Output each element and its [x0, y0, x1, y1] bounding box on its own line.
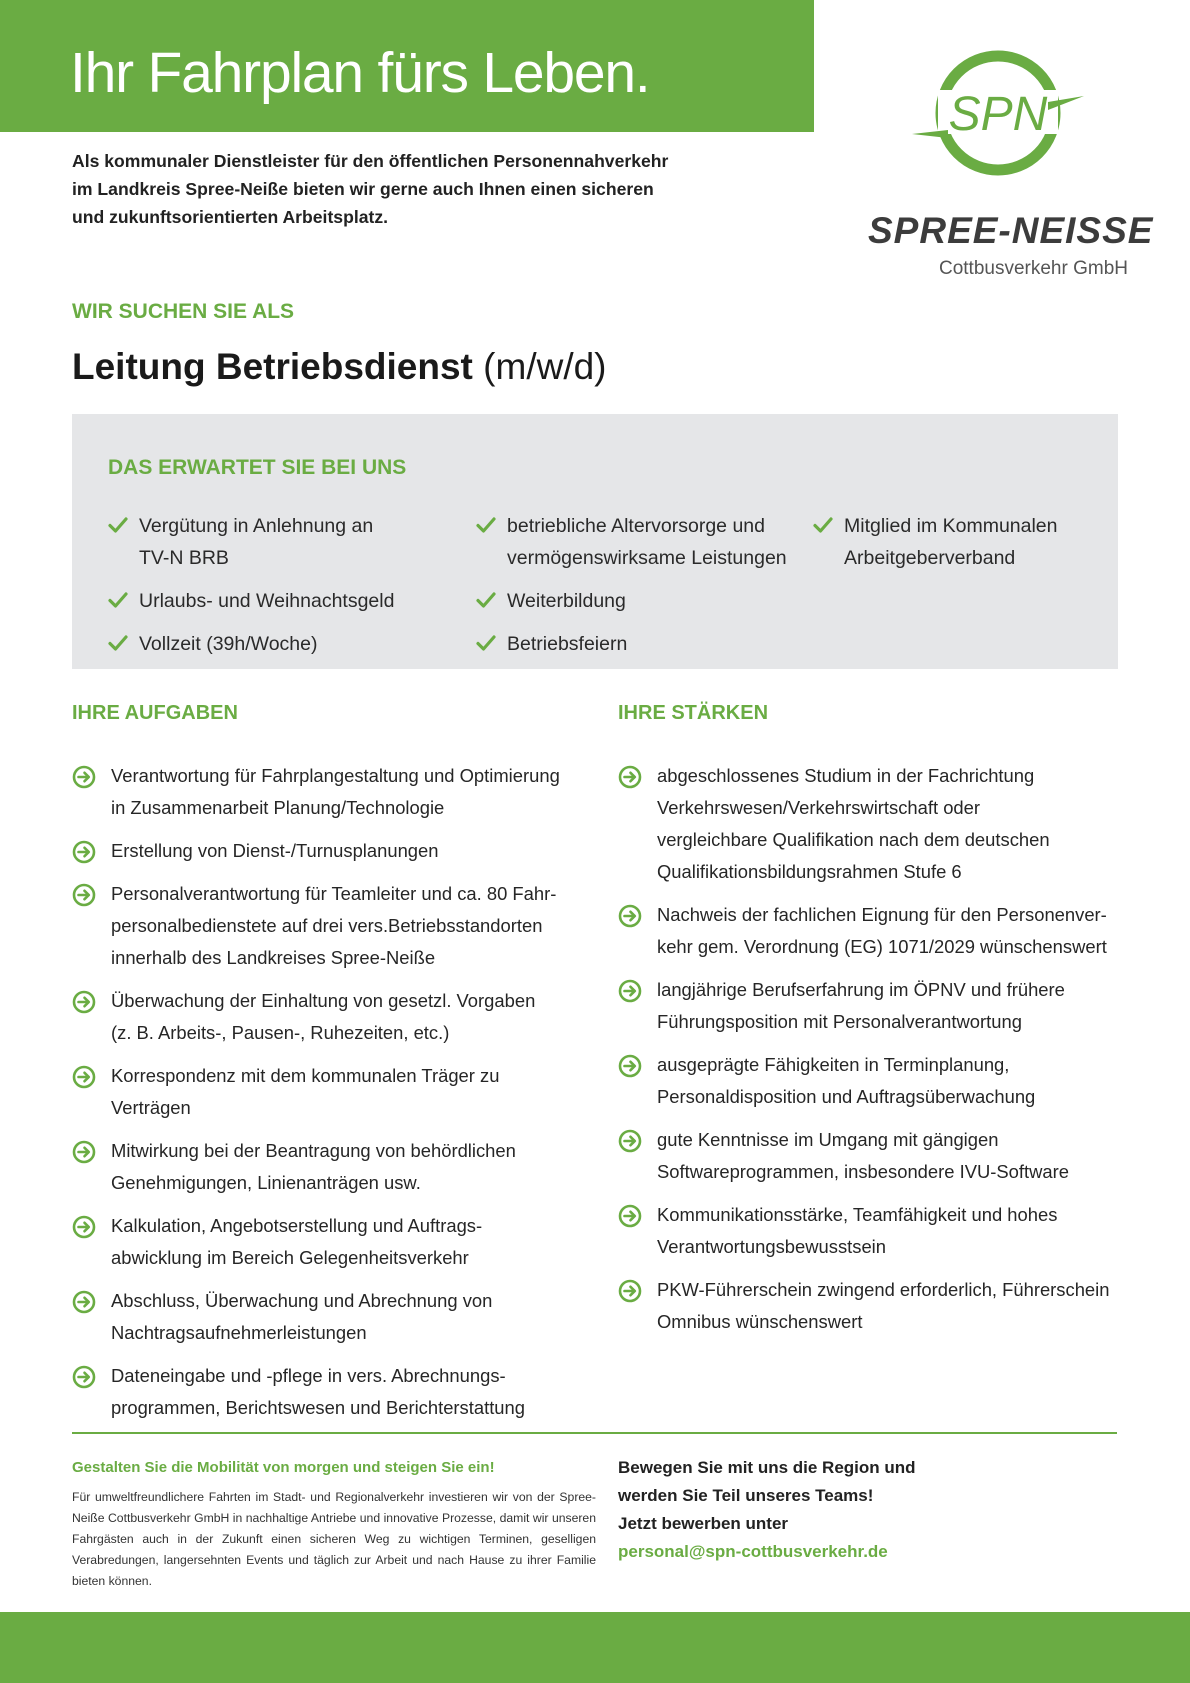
- job-title-suffix: (m/w/d): [483, 346, 607, 387]
- strength-text: kehr gem. Verordnung (EG) 1071/2029 wünschenswert: [657, 936, 1107, 957]
- header-banner: [0, 0, 814, 132]
- list-item: [72, 1135, 592, 1199]
- strength-text: Omnibus wünschenswert: [657, 1311, 863, 1332]
- tasks-list: [72, 760, 592, 1435]
- list-item: [618, 760, 1118, 888]
- benefits-column: [108, 510, 448, 671]
- strength-text: Verkehrswesen/Verkehrswirtschaft oder: [657, 797, 981, 818]
- check-icon: [813, 516, 833, 534]
- strength-text: gute Kenntnisse im Umgang mit gängigen: [657, 1129, 999, 1150]
- strength-text: ausgeprägte Fähigkeiten in Terminplanung,: [657, 1054, 1010, 1075]
- benefit-text: Weiterbildung: [507, 590, 626, 612]
- company-name: SPREE-NEISSE: [868, 210, 1154, 251]
- intro-text: [72, 147, 712, 231]
- list-item: [72, 760, 592, 824]
- cta-line: Jetzt bewerben unter: [618, 1514, 789, 1533]
- list-item: [72, 1285, 592, 1349]
- task-text: Erstellung von Dienst-/Turnusplanungen: [111, 840, 439, 861]
- task-text: innerhalb des Landkreises Spree-Neiße: [111, 947, 436, 968]
- task-text: personalbedienstete auf drei vers.Betriebsstandorten: [111, 915, 543, 936]
- check-icon: [476, 516, 496, 534]
- benefit-text: vermögenswirksame Leistungen: [507, 547, 787, 569]
- strength-text: vergleichbare Qualifikation nach dem deutschen: [657, 829, 1050, 850]
- list-item: [72, 835, 592, 867]
- task-text: Überwachung der Einhaltung von gesetzl. Vorgaben: [111, 990, 536, 1011]
- list-item: [72, 985, 592, 1049]
- list-item: [72, 878, 592, 974]
- list-item: [618, 1199, 1118, 1263]
- benefit-text: Mitglied im Kommunalen: [844, 515, 1058, 537]
- task-text: programmen, Berichtswesen und Berichterstattung: [111, 1397, 525, 1418]
- task-text: abwicklung im Bereich Gelegenheitsverkehr: [111, 1247, 469, 1268]
- strength-text: Softwareprogrammen, insbesondere IVU-Software: [657, 1161, 1069, 1182]
- cta-line: Bewegen Sie mit uns die Region und: [618, 1458, 916, 1477]
- task-text: Genehmigungen, Linienanträgen usw.: [111, 1172, 421, 1193]
- task-text: Mitwirkung bei der Beantragung von behördlichen: [111, 1140, 516, 1161]
- logo-mark: SPN: [948, 88, 1048, 141]
- arrow-right-circle-icon: [72, 1140, 96, 1164]
- strengths-list: [618, 760, 1118, 1349]
- arrow-right-circle-icon: [618, 1129, 642, 1153]
- arrow-right-circle-icon: [72, 883, 96, 907]
- check-icon: [108, 591, 128, 609]
- job-title-main: Leitung Betriebsdienst: [72, 346, 473, 387]
- benefits-heading: DAS ERWARTET SIE BEI UNS: [108, 456, 407, 479]
- section-divider: [72, 1432, 1117, 1434]
- page-title: Ihr Fahrplan fürs Leben.: [70, 41, 650, 105]
- application-email-link[interactable]: personal@spn-cottbusverkehr.de: [618, 1542, 888, 1561]
- strength-text: Personaldisposition und Auftragsüberwachung: [657, 1086, 1036, 1107]
- strength-text: Führungsposition mit Personalverantwortung: [657, 1011, 1022, 1032]
- arrow-right-circle-icon: [72, 990, 96, 1014]
- job-label: WIR SUCHEN SIE ALS: [72, 300, 295, 323]
- arrow-right-circle-icon: [618, 1279, 642, 1303]
- benefits-column: [813, 510, 1103, 585]
- strength-text: abgeschlossenes Studium in der Fachrichtung: [657, 765, 1035, 786]
- benefit-text: Urlaubs- und Weihnachtsgeld: [139, 590, 395, 612]
- list-item: [618, 1124, 1118, 1188]
- footer-text: Für umweltfreundlichere Fahrten im Stadt- und Regionalverkehr investieren wir von der Spree-Neiße Cottbusverkehr GmbH in nachhaltige Antriebe und innovative Prozesse, damit wir unseren Fahrgästen auch in der Zukunft einen sicheren Weg zu wichtigen Terminen, geselligen Verabredungen, langersehnten Events und täglich zur Arbeit und nach Hause zu ihrer Familie bieten können.: [72, 1490, 596, 1588]
- benefit-text: betriebliche Altervorsorge und: [507, 515, 765, 537]
- list-item: [72, 1060, 592, 1124]
- arrow-right-circle-icon: [618, 904, 642, 928]
- spn-logo-icon: [898, 50, 1098, 185]
- arrow-right-circle-icon: [72, 765, 96, 789]
- footer-heading: Gestalten Sie die Mobilität von morgen und steigen Sie ein!: [72, 1459, 495, 1476]
- company-logo: [860, 50, 1154, 290]
- task-text: Nachtragsaufnehmerleistungen: [111, 1322, 367, 1343]
- list-item: [618, 1274, 1118, 1338]
- benefit-text: Betriebsfeiern: [507, 633, 628, 655]
- task-text: Korrespondenz mit dem kommunalen Träger zu: [111, 1065, 500, 1086]
- check-icon: [476, 634, 496, 652]
- intro-line: Als kommunaler Dienstleister für den öffentlichen Personennahverkehr: [72, 151, 669, 171]
- arrow-right-circle-icon: [618, 979, 642, 1003]
- arrow-right-circle-icon: [618, 1204, 642, 1228]
- benefit-item: [108, 510, 448, 574]
- list-item: [618, 899, 1118, 963]
- intro-line: im Landkreis Spree-Neiße bieten wir gerne auch Ihnen einen sicheren: [72, 179, 654, 199]
- benefit-item: [108, 585, 448, 617]
- benefits-column: [476, 510, 806, 671]
- list-item: [72, 1210, 592, 1274]
- benefits-box: [72, 414, 1118, 669]
- benefit-text: Vergütung in Anlehnung an: [139, 515, 374, 537]
- list-item: [618, 974, 1118, 1038]
- strength-text: Verantwortungsbewusstsein: [657, 1236, 886, 1257]
- task-text: Dateneingabe und -pflege in vers. Abrechnungs-: [111, 1365, 506, 1386]
- job-title: [72, 346, 607, 388]
- strength-text: Nachweis der fachlichen Eignung für den Personenver-: [657, 904, 1107, 925]
- benefit-text: Arbeitgeberverband: [844, 547, 1016, 569]
- arrow-right-circle-icon: [72, 1365, 96, 1389]
- list-item: [618, 1049, 1118, 1113]
- benefit-item: [108, 628, 448, 660]
- list-item: [72, 1360, 592, 1424]
- tasks-heading: IHRE AUFGABEN: [72, 702, 238, 724]
- call-to-action: [618, 1454, 916, 1566]
- arrow-right-circle-icon: [72, 1215, 96, 1239]
- footer-banner: [0, 1612, 1190, 1683]
- cta-line: werden Sie Teil unseres Teams!: [618, 1486, 874, 1505]
- strength-text: Qualifikationsbildungsrahmen Stufe 6: [657, 861, 962, 882]
- strength-text: langjährige Berufserfahrung im ÖPNV und frühere: [657, 979, 1065, 1000]
- arrow-right-circle-icon: [72, 1065, 96, 1089]
- benefit-item: [813, 510, 1103, 574]
- task-text: Kalkulation, Angebotserstellung und Auftrags-: [111, 1215, 483, 1236]
- arrow-right-circle-icon: [72, 1290, 96, 1314]
- check-icon: [476, 591, 496, 609]
- task-text: in Zusammenarbeit Planung/Technologie: [111, 797, 445, 818]
- task-text: Personalverantwortung für Teamleiter und ca. 80 Fahr-: [111, 883, 557, 904]
- benefit-text: Vollzeit (39h/Woche): [139, 633, 318, 655]
- strength-text: PKW-Führerschein zwingend erforderlich, Führerschein: [657, 1279, 1110, 1300]
- intro-line: und zukunftsorientierten Arbeitsplatz.: [72, 207, 389, 227]
- strength-text: Kommunikationsstärke, Teamfähigkeit und hohes: [657, 1204, 1058, 1225]
- company-subtitle: Cottbusverkehr GmbH: [938, 258, 1128, 279]
- strengths-heading: IHRE STÄRKEN: [618, 702, 769, 724]
- benefit-item: [476, 585, 806, 617]
- arrow-right-circle-icon: [72, 840, 96, 864]
- task-text: (z. B. Arbeits-, Pausen-, Ruhezeiten, etc.): [111, 1022, 450, 1043]
- benefit-item: [476, 628, 806, 660]
- arrow-right-circle-icon: [618, 1054, 642, 1078]
- check-icon: [108, 634, 128, 652]
- task-text: Abschluss, Überwachung und Abrechnung von: [111, 1290, 493, 1311]
- benefit-text: TV-N BRB: [139, 547, 229, 569]
- check-icon: [108, 516, 128, 534]
- benefit-item: [476, 510, 806, 574]
- task-text: Verträgen: [111, 1097, 191, 1118]
- task-text: Verantwortung für Fahrplangestaltung und Optimierung: [111, 765, 560, 786]
- arrow-right-circle-icon: [618, 765, 642, 789]
